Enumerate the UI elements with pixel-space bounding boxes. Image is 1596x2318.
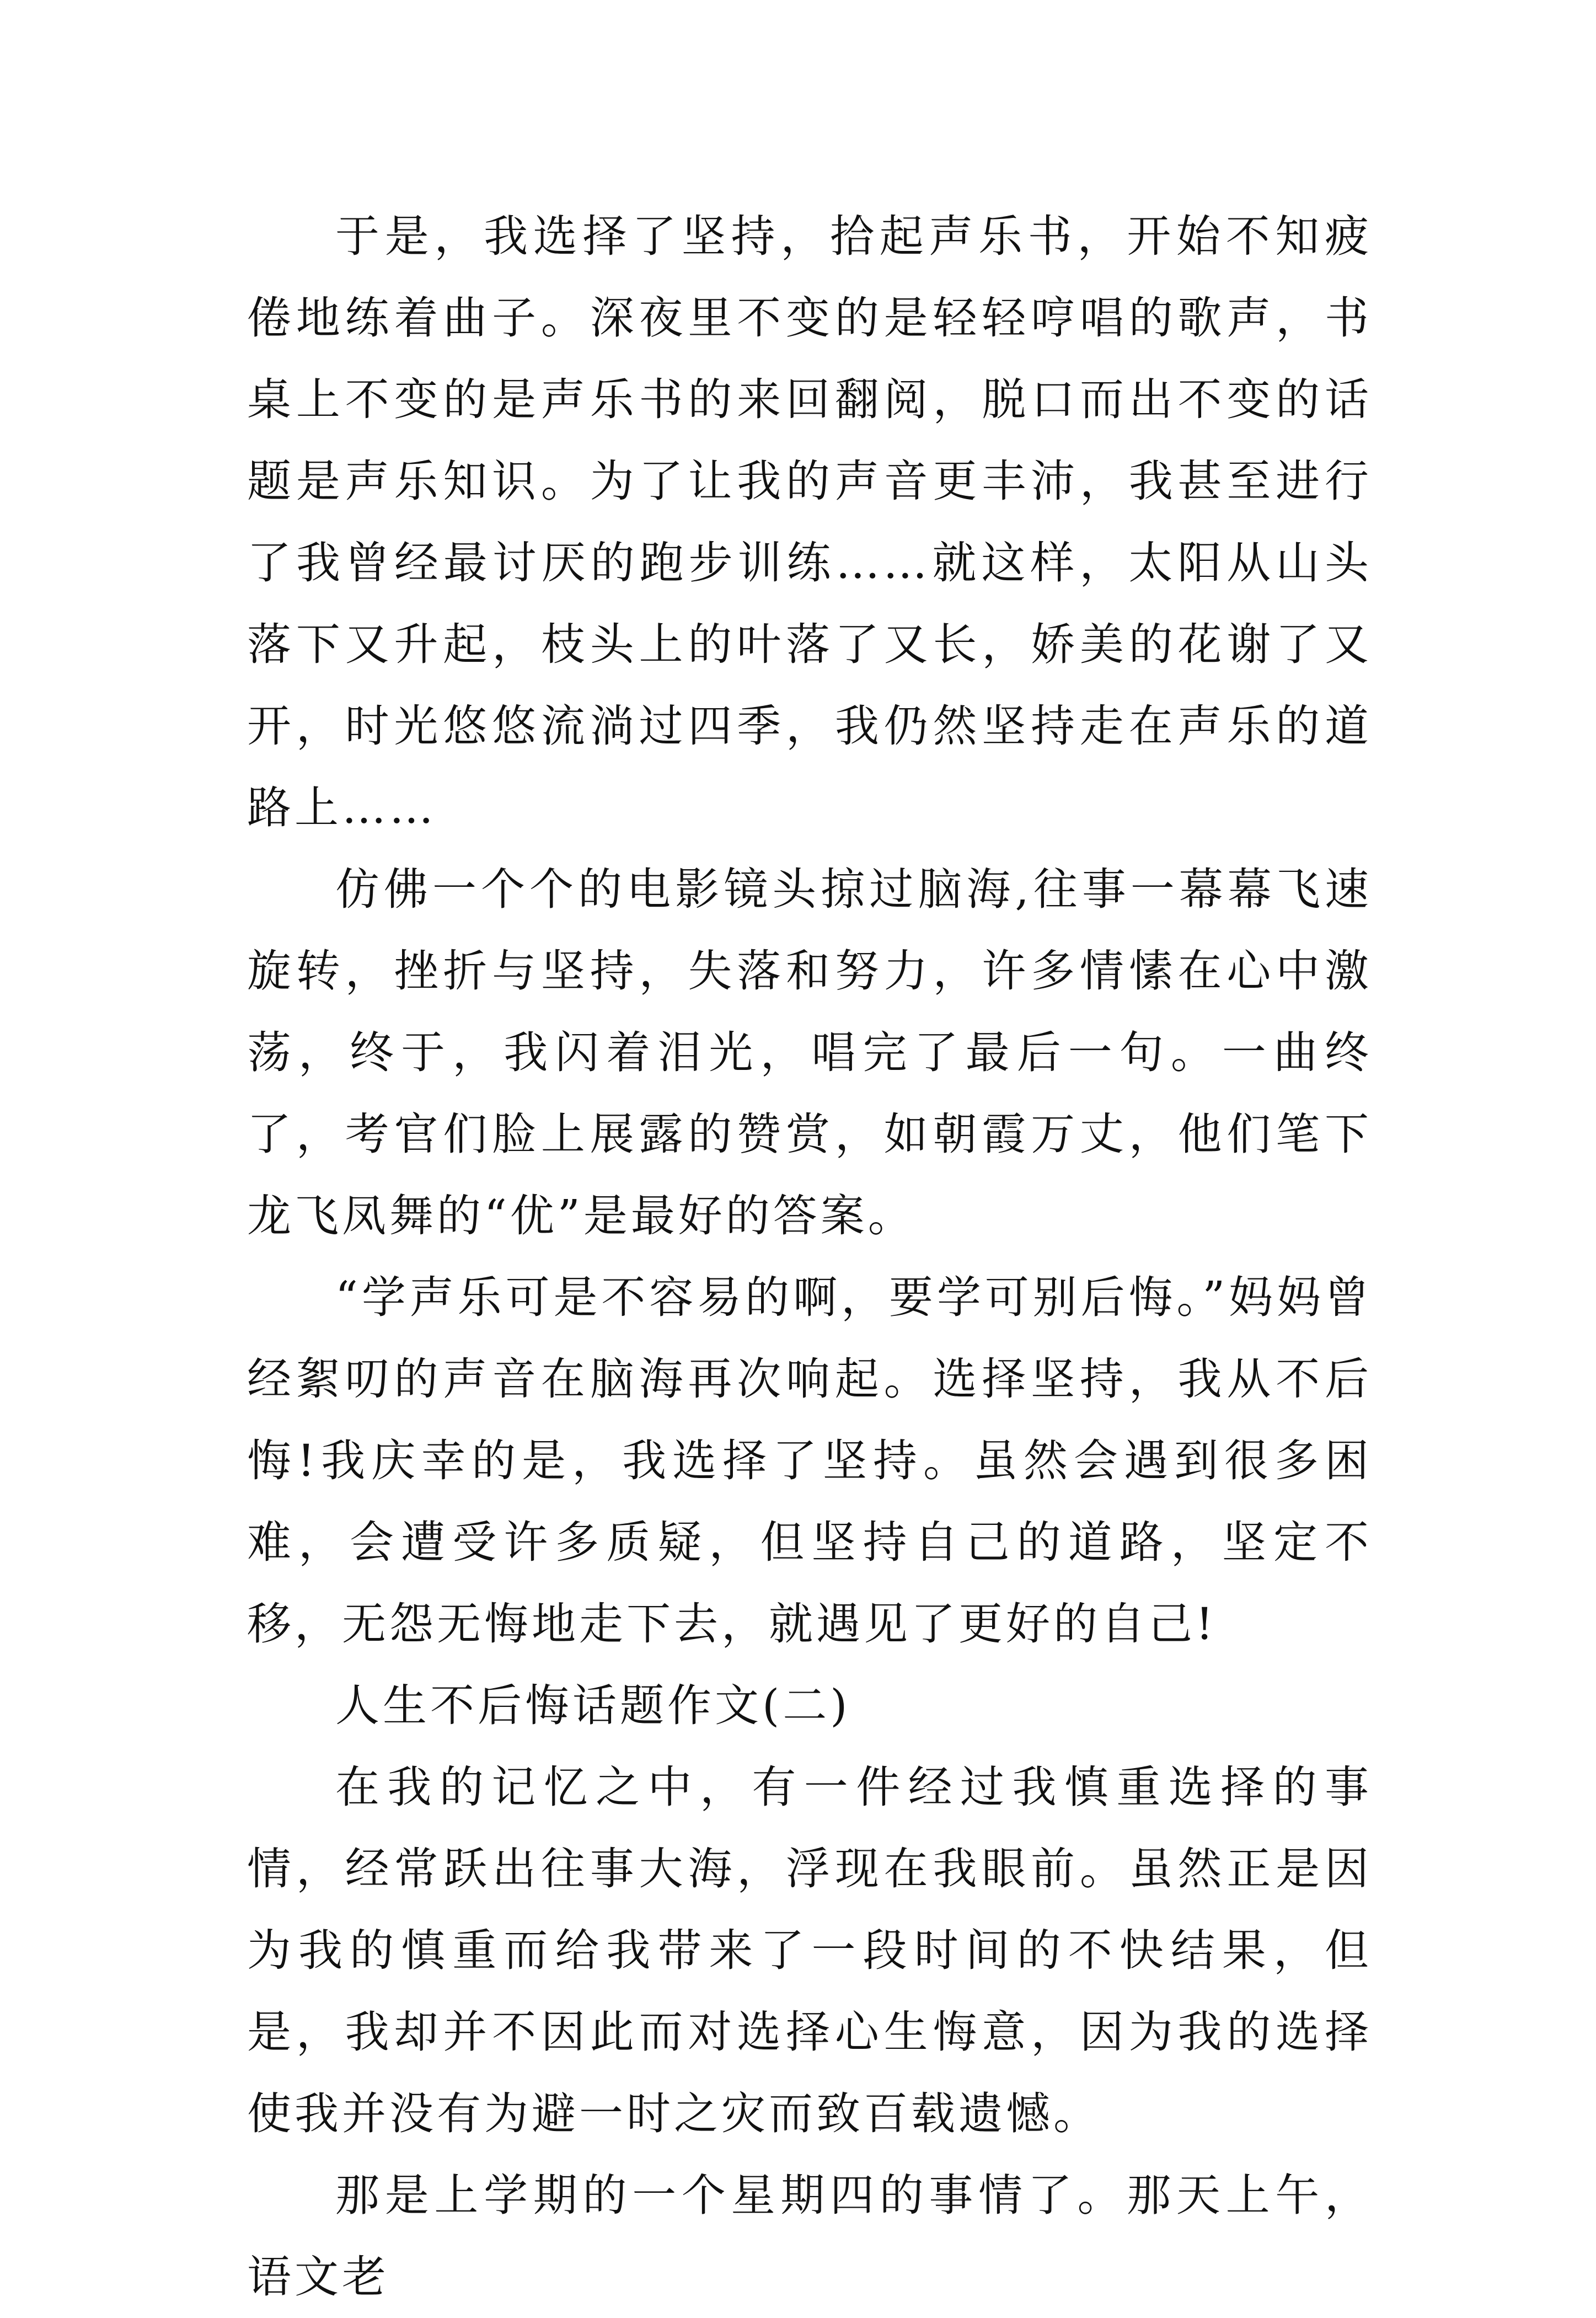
paragraph-1: 于是，我选择了坚持，拾起声乐书，开始不知疲倦地练着曲子。深夜里不变的是轻轻哼唱的歌声，书桌上不变的是声乐书的来回翻阅，脱口而出不变的话题是声乐知识。为了让我的声音更丰沛，我甚至进行了我曾经最讨厌的跑步训练……就这样，太阳从山头落下又升起，枝头上的叶落了又长，娇美的花谢了又开，时光悠悠流淌过四季，我仍然坚持走在声乐的道路上……	[247, 211, 1372, 833]
paragraph-5: 那是上学期的一个星期四的事情了。那天上午，语文老	[247, 2170, 1372, 2303]
paragraph-3: “学声乐可是不容易的啊，要学可别后悔。”妈妈曾经絮叨的声音在脑海再次响起。选择坚持，我从不后悔!我庆幸的是，我选择了坚持。虽然会遇到很多困难，会遭受许多质疑，但坚持自己的道路，坚定不移，无怨无悔地走下去，就遇见了更好的自己!	[247, 1272, 1372, 1650]
section-heading: 人生不后悔话题作文(二)	[335, 1680, 851, 1731]
document-body	[247, 196, 1372, 2318]
paragraph-4: 在我的记忆之中，有一件经过我慎重选择的事情，经常跃出往事大海，浮现在我眼前。虽然正是因为我的慎重而给我带来了一段时间的不快结果，但是，我却并不因此而对选择心生悔意，因为我的选择使我并没有为避一时之灾而致百载遗憾。	[247, 1762, 1372, 2139]
paragraph-2: 仿佛一个个的电影镜头掠过脑海,往事一幕幕飞速旋转，挫折与坚持，失落和努力，许多情愫在心中激荡，终于，我闪着泪光，唱完了最后一句。一曲终了，考官们脸上展露的赞赏，如朝霞万丈，他们笔下龙飞凤舞的“优”是最好的答案。	[247, 864, 1372, 1241]
